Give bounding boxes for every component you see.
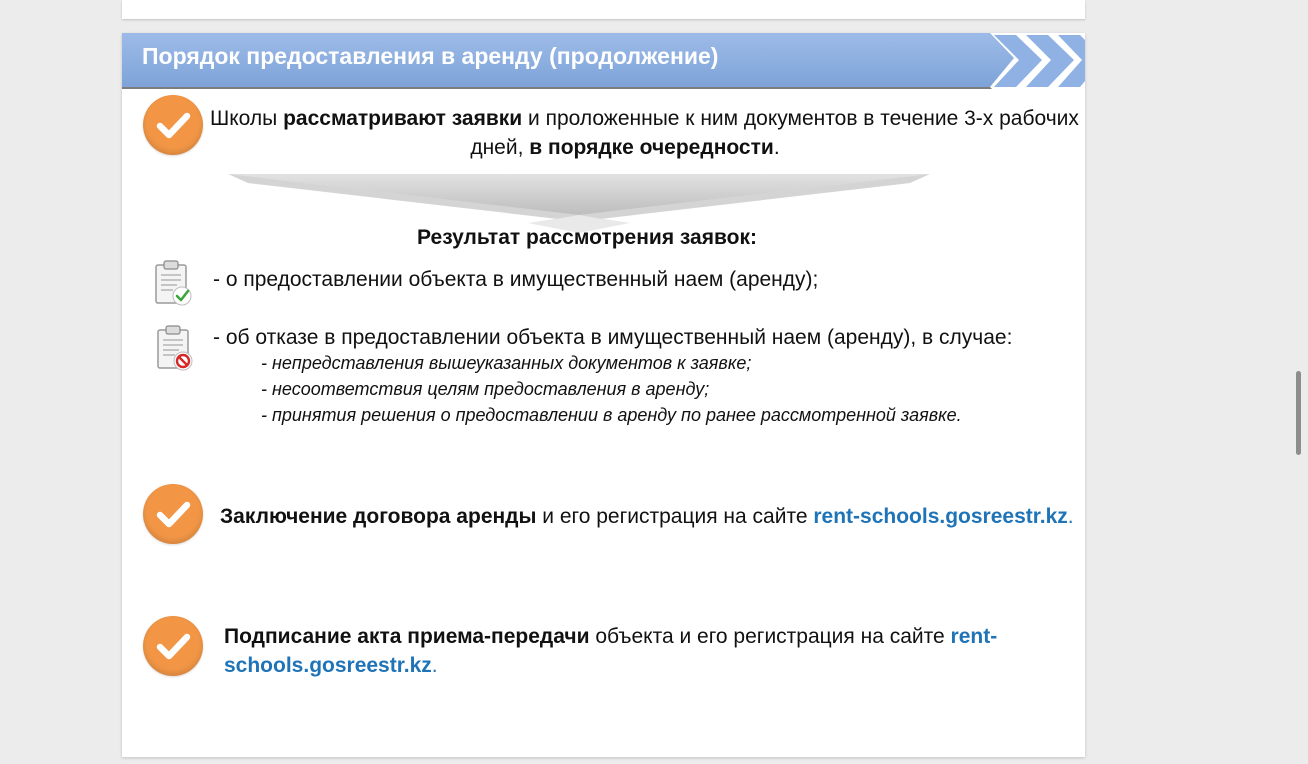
vertical-scrollbar-thumb[interactable] xyxy=(1296,371,1301,455)
refusal-reason-item: - непредставления вышеуказанных документов к заявке; xyxy=(261,353,752,373)
check-circle-icon xyxy=(143,95,203,155)
check-circle-icon xyxy=(143,616,203,676)
clipboard-check-icon xyxy=(153,257,195,307)
refusal-reason-item: - принятия решения о предоставлении в аренду по ранее рассмотренной заявке. xyxy=(261,405,962,425)
refusal-reasons-list xyxy=(261,350,962,428)
slide-header-banner xyxy=(122,33,1085,89)
result-approve-text: - о предоставлении объекта в имущественный наем (аренду); xyxy=(213,268,819,291)
step-act-text: Подписание акта приема-передачи объекта и его регистрация на сайте rent- schools.gosreestr.kz. xyxy=(224,625,998,677)
rent-schools-link-part2[interactable]: schools.gosreestr.kz xyxy=(224,654,432,677)
step-review-text: Школы рассматривают заявки и проложенные к ним документов в течение 3-х рабочих дней, в порядке очередности. xyxy=(210,107,1079,159)
rent-schools-link-part1[interactable]: rent- xyxy=(950,625,998,648)
check-circle-icon xyxy=(143,484,203,544)
rent-schools-link[interactable]: rent-schools.gosreestr.kz xyxy=(813,505,1068,528)
step-contract-text: Заключение договора аренды и его регистрация на сайте rent-schools.gosreestr.kz. xyxy=(220,505,1074,528)
clipboard-ban-icon xyxy=(155,322,197,372)
result-heading: Результат рассмотрения заявок: xyxy=(417,226,757,249)
result-refuse-text: - об отказе в предоставлении объекта в имущественный наем (аренду), в случае: xyxy=(213,326,1013,349)
slide-title: Порядок предоставления в аренду (продолжение) xyxy=(142,43,719,69)
slide-page xyxy=(122,33,1085,757)
refusal-reason-item: - несоответствия целям предоставления в аренду; xyxy=(261,379,710,399)
previous-slide-bottom xyxy=(122,0,1085,19)
down-arrow-shape xyxy=(228,171,930,233)
